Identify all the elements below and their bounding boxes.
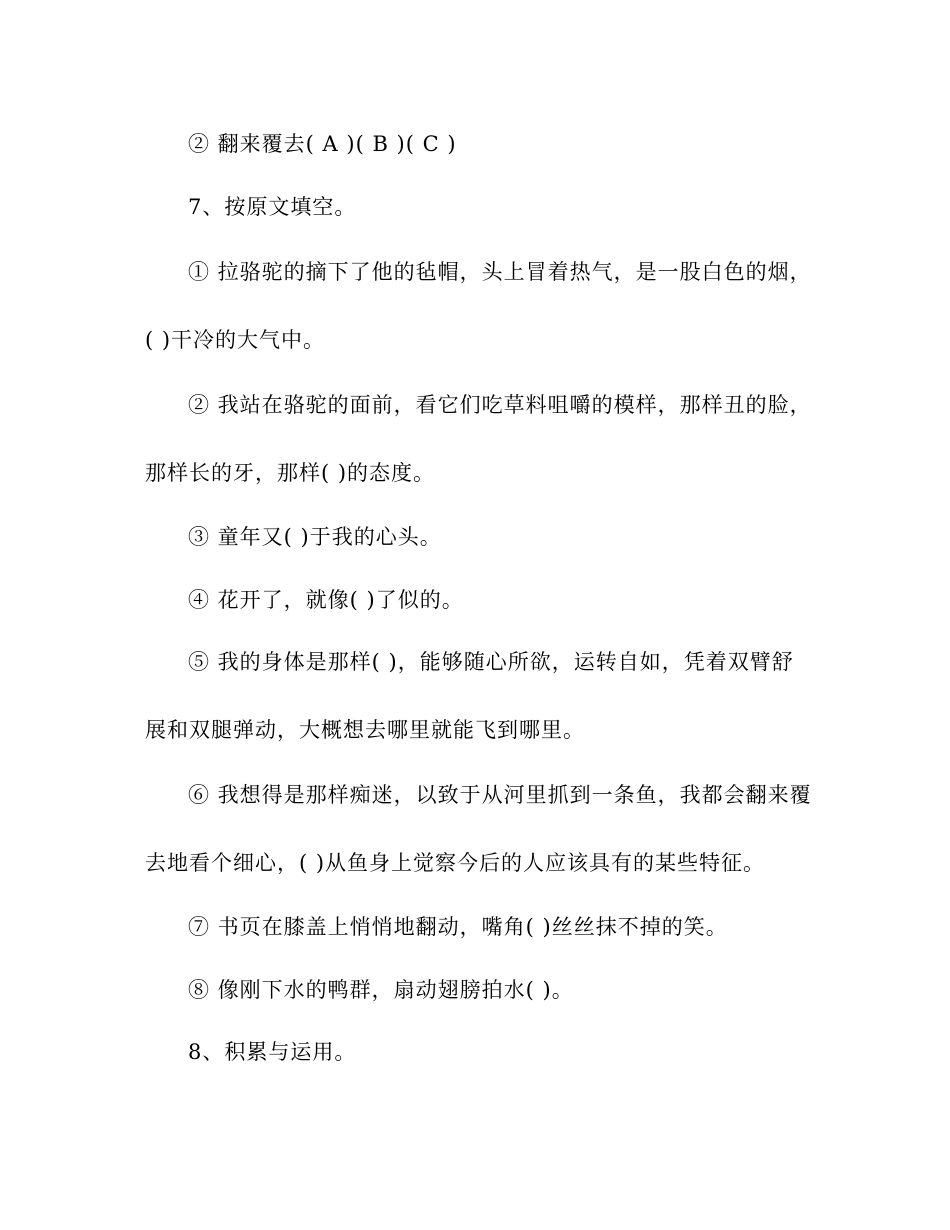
fill-blank-4: ④ 花开了，就像( )了似的。 xyxy=(188,588,464,612)
fill-blank-3: ③ 童年又( )于我的心头。 xyxy=(188,525,442,549)
fill-blank-2-line-2: 那样长的牙，那样( )的态度。 xyxy=(145,461,436,485)
question-7-heading: 7、按原文填空。 xyxy=(188,195,357,219)
fill-blank-7: ⑦ 书页在膝盖上悄悄地翻动，嘴角( )丝丝抹不掉的笑。 xyxy=(188,915,728,939)
fill-blank-6-line-1: ⑥ 我想得是那样痴迷，以致于从河里抓到一条鱼，我都会翻来覆 xyxy=(188,783,812,807)
fill-blank-5-line-2: 展和双腿弹动，大概想去哪里就能飞到哪里。 xyxy=(145,718,585,742)
fill-blank-6-line-2: 去地看个细心，( )从鱼身上觉察今后的人应该具有的某些特征。 xyxy=(145,851,766,875)
fill-blank-1-line-2: ( )干冷的大气中。 xyxy=(145,328,326,352)
question-8-heading: 8、积累与运用。 xyxy=(188,1040,357,1064)
answer-line-fanlaifuqu: ② 翻来覆去( A )( B )( C ) xyxy=(188,132,457,156)
fill-blank-1-line-1: ① 拉骆驼的摘下了他的毡帽，头上冒着热气，是一股白色的烟， xyxy=(188,260,812,284)
fill-blank-2-line-1: ② 我站在骆驼的面前，看它们吃草料咀嚼的模样，那样丑的脸， xyxy=(188,393,812,417)
fill-blank-8: ⑧ 像刚下水的鸭群，扇动翅膀拍水( )。 xyxy=(188,978,574,1002)
fill-blank-5-line-1: ⑤ 我的身体是那样( )，能够随心所欲，运转自如，凭着双臂舒 xyxy=(188,650,794,674)
